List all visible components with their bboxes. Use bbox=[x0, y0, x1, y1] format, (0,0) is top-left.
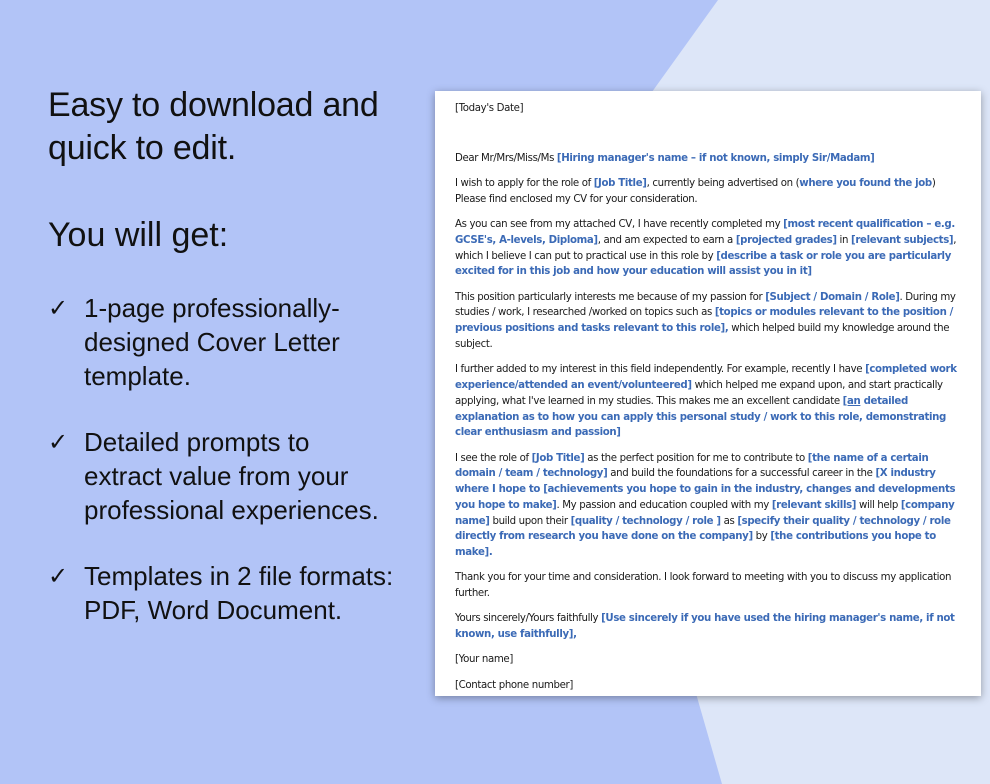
letter-phone: [Contact phone number] bbox=[455, 679, 574, 691]
text: This position particularly interests me because of my passion for bbox=[455, 291, 766, 303]
text: , and am expected to earn a bbox=[597, 234, 736, 246]
cover-letter-preview bbox=[435, 91, 981, 696]
text: , which I believe I can put to practical use in this role by bbox=[455, 234, 957, 262]
feature-line: designed Cover Letter bbox=[84, 327, 340, 357]
text: ) Please find enclosed my CV for your consideration. bbox=[455, 177, 936, 205]
text: . My passion and education coupled with my bbox=[556, 499, 772, 511]
letter-greeting bbox=[455, 151, 961, 167]
placeholder: [Job Title] bbox=[593, 177, 647, 189]
text: Dear Mr/Mrs/Miss/Ms bbox=[455, 152, 557, 164]
text: in bbox=[836, 234, 852, 246]
headline bbox=[48, 84, 418, 170]
feature-line: 1-page professionally- bbox=[84, 293, 340, 323]
text: which helped build my knowledge around the subject. bbox=[455, 323, 950, 350]
placeholder: , bbox=[724, 323, 729, 335]
text: as the perfect position for me to contribute to bbox=[584, 452, 808, 464]
letter-paragraph-4 bbox=[455, 362, 961, 441]
placeholder: [Subject / Domain / Role] bbox=[765, 291, 900, 303]
placeholder: [Job Title] bbox=[531, 452, 585, 464]
feature-item bbox=[48, 425, 418, 527]
letter-paragraph-5 bbox=[455, 451, 961, 562]
text: . bbox=[488, 547, 493, 559]
placeholder: [quality / technology / role ] bbox=[570, 515, 721, 527]
placeholder: [Hiring manager's name – if not known, simply Sir/Madam] bbox=[556, 152, 875, 164]
placeholder: [an bbox=[842, 395, 861, 407]
letter-paragraph-2 bbox=[455, 217, 961, 280]
placeholder: where you found the job bbox=[799, 177, 932, 189]
text: I wish to apply for the role of bbox=[455, 177, 594, 189]
placeholder: [relevant skills] bbox=[771, 499, 857, 511]
feature-line: extract value from your bbox=[84, 461, 349, 491]
placeholder: [topics or modules relevant to the position / previous positions and tasks relevant to this role] bbox=[455, 307, 954, 335]
letter-date: [Today's Date] bbox=[455, 103, 524, 114]
placeholder: [company name] bbox=[455, 499, 955, 527]
feature-line: Detailed prompts to bbox=[84, 427, 310, 457]
text: will help bbox=[856, 499, 901, 511]
letter-signoff bbox=[455, 611, 961, 643]
feature-item bbox=[48, 559, 418, 627]
check-icon: ✓ bbox=[48, 428, 69, 456]
text: as bbox=[720, 515, 738, 527]
headline-line-1: Easy to download and bbox=[48, 86, 379, 124]
subhead: You will get: bbox=[48, 216, 229, 254]
feature-line: Templates in 2 file formats: bbox=[84, 561, 394, 591]
text: I see the role of bbox=[455, 452, 532, 464]
placeholder: [the name of a certain domain / team / technology] bbox=[455, 452, 929, 480]
text: build upon their bbox=[489, 515, 571, 527]
headline-line-2: quick to edit. bbox=[48, 129, 237, 167]
text: by bbox=[752, 531, 771, 543]
letter-paragraph-1 bbox=[455, 176, 961, 208]
text: . During my studies / work, I researched /worked on topics such as bbox=[455, 291, 956, 319]
placeholder: [Use sincerely if you have used the hiring manager's name, if not known, use faithfully] bbox=[455, 613, 955, 641]
placeholder: [the contributions you hope to make] bbox=[455, 531, 936, 559]
placeholder: [completed work experience/attended an event/volunteered] bbox=[455, 364, 957, 391]
placeholder: [projected grades] bbox=[735, 234, 837, 246]
text: I further added to my interest in this field independently. For example, recently I have bbox=[455, 364, 866, 376]
text: , currently being advertised on ( bbox=[646, 177, 800, 189]
letter-paragraph-6: Thank you for your time and consideration. I look forward to meeting with you to discuss my application further. bbox=[455, 572, 952, 600]
feature-line: professional experiences. bbox=[84, 495, 379, 525]
letter-paragraph-3 bbox=[455, 290, 961, 353]
check-icon: ✓ bbox=[48, 562, 69, 590]
check-icon: ✓ bbox=[48, 294, 69, 322]
feature-line: template. bbox=[84, 361, 191, 391]
text: , bbox=[573, 629, 577, 641]
text: which helped me expand upon, and start practically applying, what I've learned in my studies. This makes me an excellent candidate bbox=[455, 379, 943, 407]
text: and build the foundations for a successful career in the bbox=[607, 468, 876, 480]
feature-item bbox=[48, 291, 418, 393]
text: As you can see from my attached CV, I have recently completed my bbox=[455, 218, 784, 230]
feature-line: PDF, Word Document. bbox=[84, 595, 343, 625]
promo-panel bbox=[48, 84, 418, 659]
feature-list bbox=[48, 291, 418, 627]
text: Yours sincerely/Yours faithfully bbox=[455, 613, 602, 625]
placeholder: detailed explanation as to how you can apply this personal study / work to this role, demonstrating clear enthusiasm and passion] bbox=[455, 395, 946, 439]
placeholder: [describe a task or role you are particularly excited for in this job and how your education will assist you in it] bbox=[455, 250, 951, 278]
placeholder: [X industry where I hope to [achievements you hope to gain in the industry, changes and developments you hope to make] bbox=[455, 468, 956, 511]
letter-your-name: [Your name] bbox=[455, 654, 513, 666]
placeholder: [relevant subjects] bbox=[851, 234, 954, 246]
placeholder: [specify their quality / technology / role directly from research you have done on the company] bbox=[455, 515, 951, 543]
placeholder: [most recent qualification – e.g. GCSE's, A-levels, Diploma] bbox=[455, 218, 955, 246]
